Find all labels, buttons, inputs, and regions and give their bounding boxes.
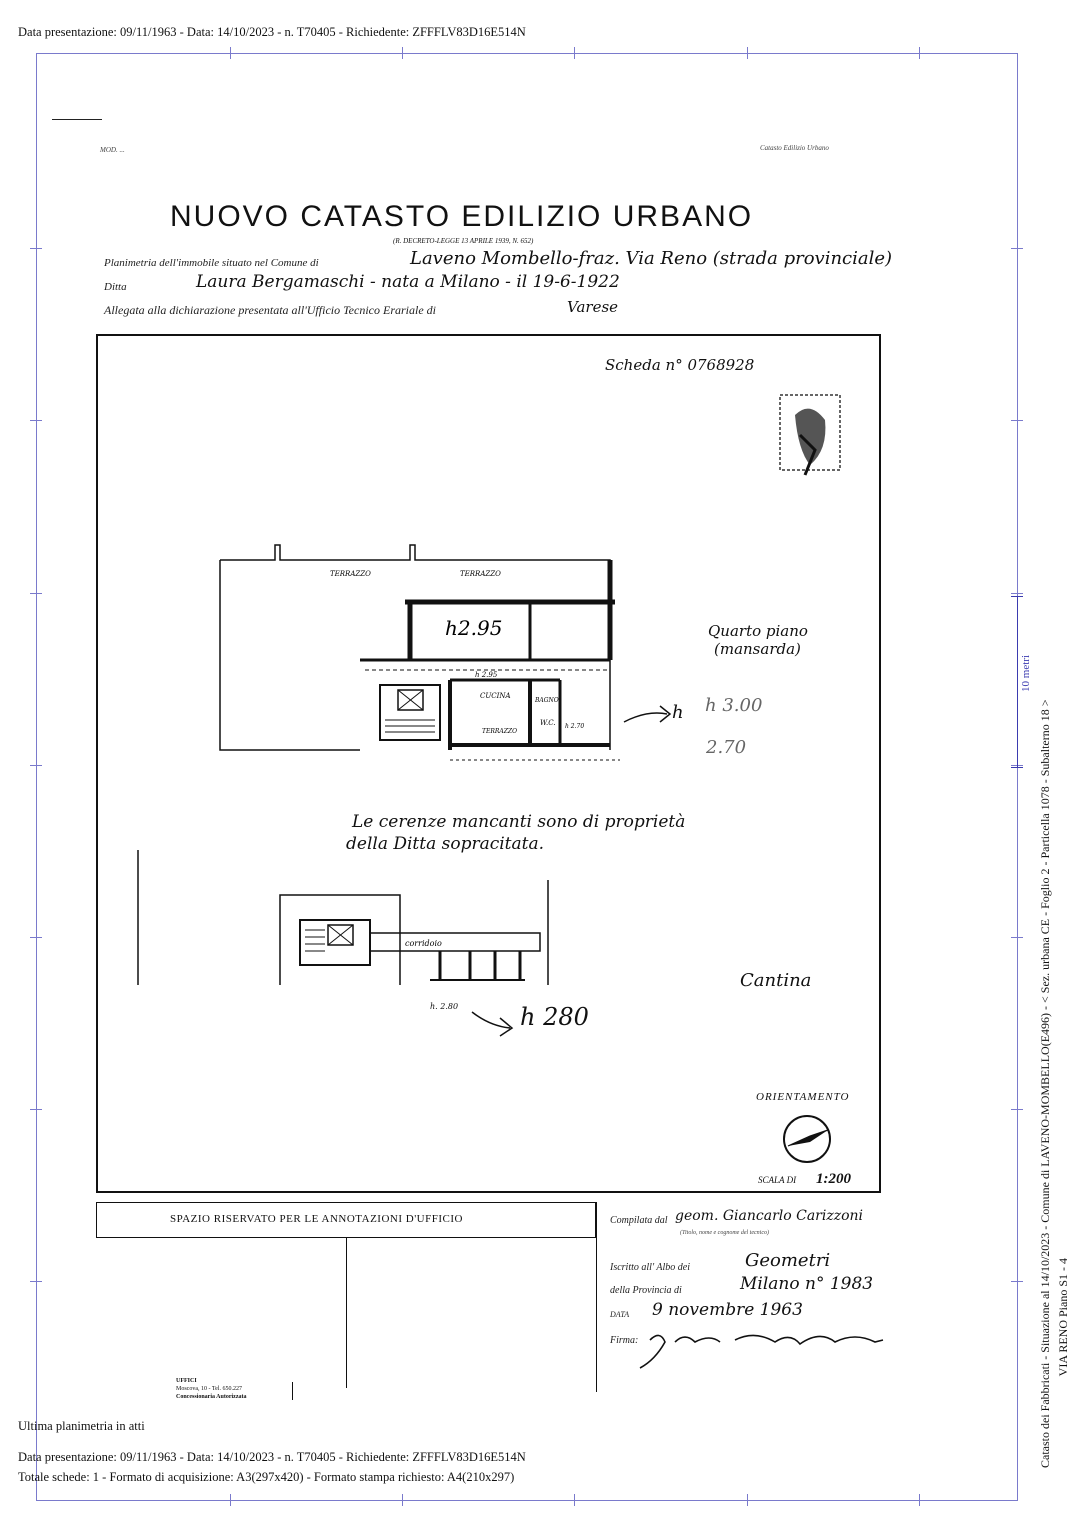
iscritto-label: Iscritto all' Albo dei (610, 1262, 691, 1273)
scale-bar-label: 10 metri (1020, 655, 1032, 692)
orientamento-label: ORIENTAMENTO (756, 1091, 850, 1103)
label-terrazzo-1: TERRAZZO (330, 570, 371, 578)
model-code: MOD. ... (100, 146, 125, 154)
cantina-h: h 280 (520, 1003, 589, 1031)
line3-value: Varese (567, 298, 619, 316)
cantina-h-small: h. 2.80 (430, 1002, 459, 1011)
heights-h: h (672, 702, 684, 723)
compilata-value: geom. Giancarlo Carizzoni (675, 1208, 864, 1224)
line1-label: Planimetria dell'immobile situato nel Comune di (104, 257, 319, 269)
data-value: 9 novembre 1963 (652, 1300, 803, 1320)
label-corridoio: corridoio (405, 939, 442, 948)
label-h-small-2: h 2.70 (565, 723, 585, 730)
footer-line-2: Totale schede: 1 - Formato di acquisizione: A3(297x420) - Formato stampa richiesto: A4(210x297) (18, 1470, 515, 1484)
north-arrow-icon (780, 1112, 834, 1166)
scala-value: 1:200 (816, 1171, 851, 1187)
compilata-sub: (Titolo, nome e cognome del tecnico) (680, 1230, 769, 1236)
label-terrazzo-3: TERRAZZO (482, 728, 518, 735)
line1-value: Laveno Mombello-fraz. Via Reno (strada provinciale) (410, 248, 893, 269)
floor-plan-cantina (130, 845, 560, 1015)
side-cadastre-info: Catasto dei Fabbricati - Situazione al 14/10/2023 - Comune di LAVENO-MOMBELLO(E496) - < Sez. urbana CE - Foglio 2 - Particella 1078 - Subalterno 18 > (1038, 699, 1052, 1468)
note-line-1: Le cerenze mancanti sono di proprietà (352, 812, 686, 832)
label-cucina: CUCINA (480, 692, 511, 700)
label-wc: W.C. (540, 719, 556, 727)
annotation-divider-1 (346, 1238, 347, 1388)
note-line-2: della Ditta sopracitata. (346, 834, 545, 854)
floor-label-2: (mansarda) (714, 640, 801, 658)
compilata-label: Compilata dal (610, 1215, 668, 1226)
signature (615, 1320, 890, 1372)
decree: (R. DECRETO-LEGGE 13 APRILE 1939, N. 652) (393, 237, 534, 245)
tax-stamp (770, 380, 850, 490)
annotation-divider-2 (596, 1202, 597, 1392)
stamp-line-2: Moscova, 10 - Tel. 650.227 (176, 1386, 242, 1392)
document-title: NUOVO CATASTO EDILIZIO URBANO (170, 200, 754, 233)
provincia-label: della Provincia di (610, 1285, 682, 1296)
footer-note: Ultima planimetria in atti (18, 1419, 145, 1433)
label-room-height: h2.95 (445, 616, 503, 640)
cantina-label: Cantina (740, 970, 812, 991)
provincia-value: Milano n° 1983 (740, 1274, 874, 1294)
stamp-line-1: UFFICI (176, 1378, 197, 1384)
label-h-small-1: h 2.95 (475, 671, 498, 679)
spazio-label: SPAZIO RISERVATO PER LE ANNOTAZIONI D'UFFICIO (170, 1213, 463, 1225)
scheda-number: Scheda n° 0768928 (605, 356, 755, 374)
line2-label: Ditta (104, 281, 127, 293)
data-label: DATA (610, 1310, 630, 1319)
heights-bottom: 2.70 (706, 737, 747, 758)
side-address: VIA RENO Piano S1 - 4 (1056, 1258, 1070, 1377)
heights-top: h 3.00 (705, 695, 763, 716)
line2-value: Laura Bergamaschi - nata a Milano - il 19-6-1922 (196, 272, 620, 292)
line3-label: Allegata alla dichiarazione presentata all'Ufficio Tecnico Erariale di (104, 303, 436, 317)
floor-label-1: Quarto piano (708, 622, 808, 640)
footer-line-1: Data presentazione: 09/11/1963 - Data: 14/10/2023 - n. T70405 - Richiedente: ZFFFLV83D16E514N (18, 1450, 526, 1464)
header-info: Data presentazione: 09/11/1963 - Data: 14/10/2023 - n. T70405 - Richiedente: ZFFFLV83D16E514N (18, 25, 526, 39)
stamp-border (292, 1382, 293, 1400)
floor-plan-quarto (210, 540, 630, 770)
top-rule (52, 119, 102, 120)
iscritto-value: Geometri (745, 1250, 831, 1271)
label-bagno: BAGNO (535, 697, 559, 704)
firma-label: Firma: (610, 1335, 639, 1346)
stamp-line-3: Concessionaria Autorizzata (176, 1394, 247, 1400)
label-terrazzo-2: TERRAZZO (460, 570, 501, 578)
top-right-fragment: Catasto Edilizio Urbano (760, 144, 829, 152)
scala-label: SCALA DI (758, 1175, 797, 1185)
